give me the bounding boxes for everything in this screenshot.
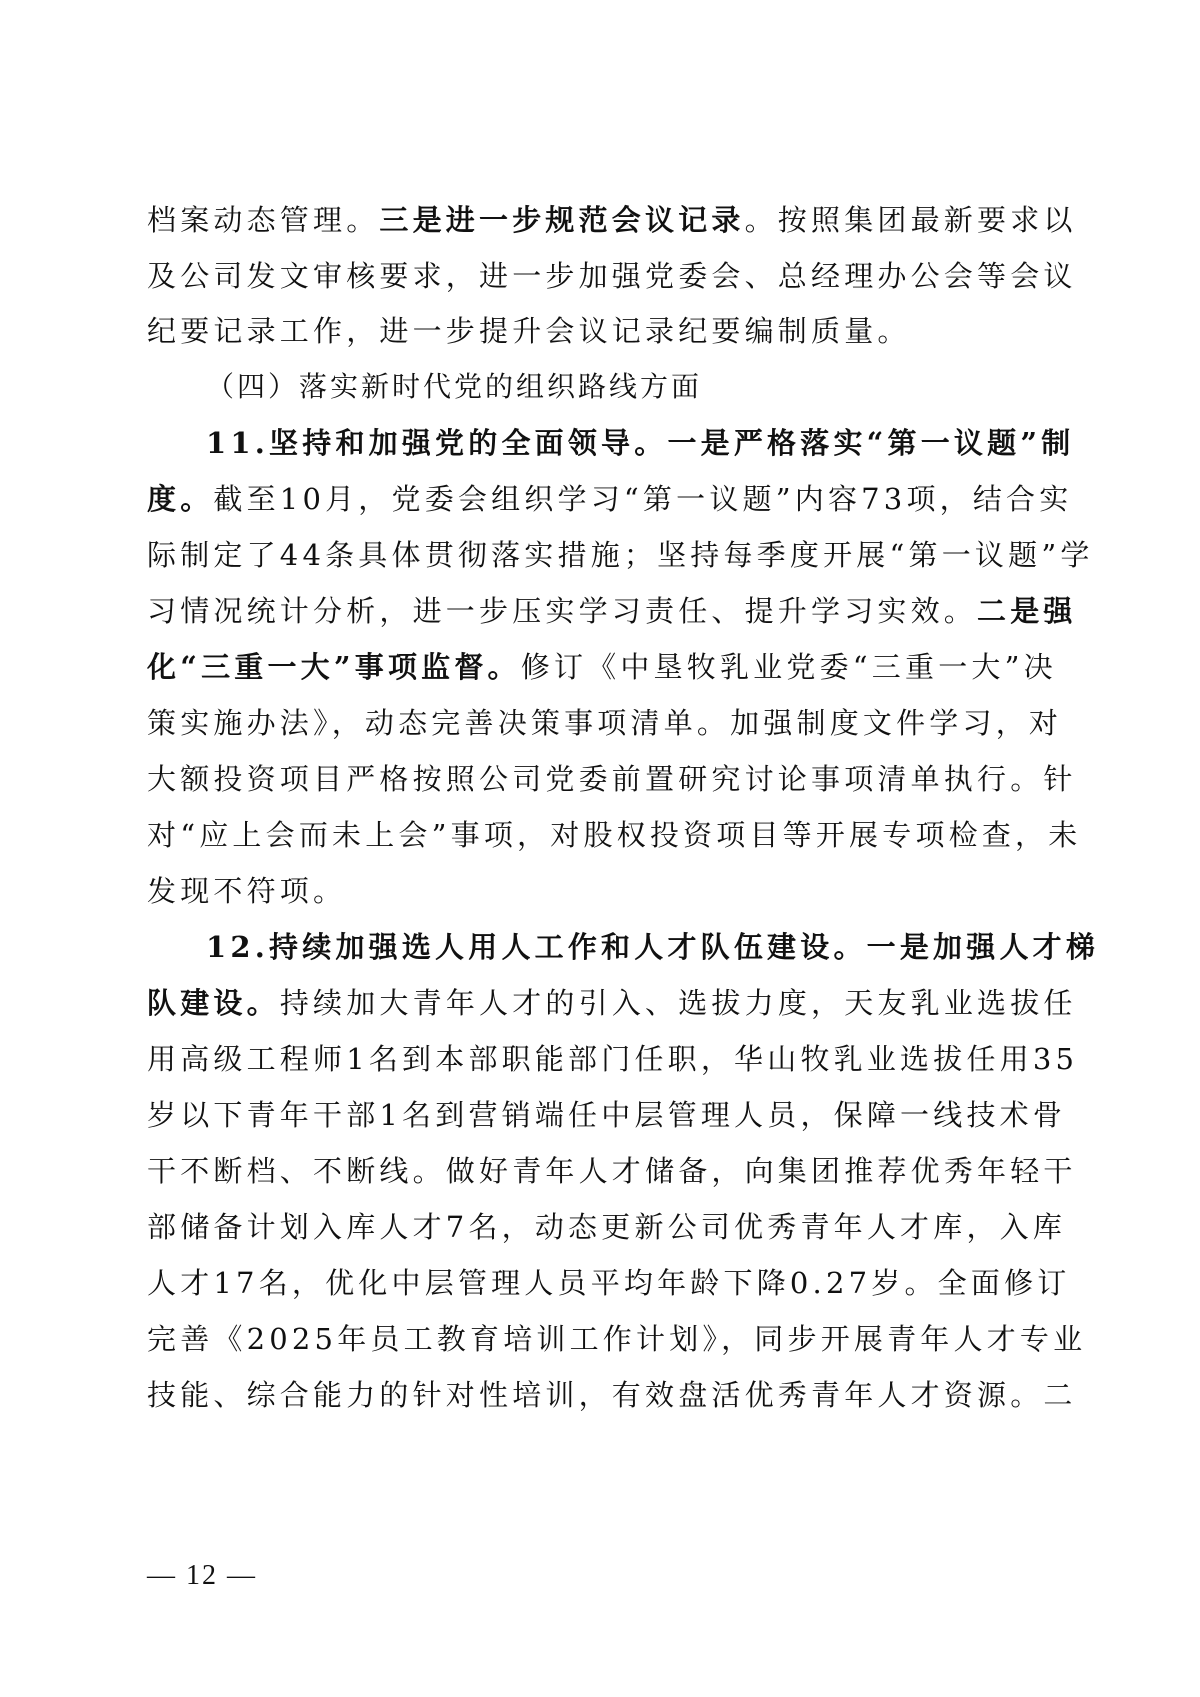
bold-text-run: 度。 (147, 482, 214, 516)
paragraph-line: 纪要记录工作，进一步提升会议记录纪要编制质量。 (147, 314, 911, 348)
bold-text-run: 化“三重一大”事项监督。 (147, 650, 521, 684)
paragraph-line: 大额投资项目严格按照公司党委前置研究讨论事项清单执行。针 (147, 762, 1077, 796)
bold-text-run: 二是强 (977, 594, 1077, 628)
text-run: 持续加大青年人才的引入、选拔力度，天友乳业选拔任 (279, 986, 1077, 1020)
paragraph-line: 对“应上会而未上会”事项，对股权投资项目等开展专项检查，未 (147, 818, 1082, 852)
text-run: 修订《中垦牧乳业党委“三重一大”决 (520, 650, 1057, 684)
item-heading-12 (206, 927, 1100, 967)
bold-text-run: 队建设。 (147, 986, 280, 1020)
item-heading-11 (206, 423, 1075, 463)
paragraph-line: 部储备计划入库人才7名，动态更新公司优秀青年人才库，入库 (147, 1210, 1067, 1244)
paragraph-line: 干不断档、不断线。做好青年人才储备，向集团推荐优秀年轻干 (147, 1154, 1077, 1188)
paragraph-line: 完善《2025年员工教育培训工作计划》，同步开展青年人才专业 (147, 1322, 1087, 1356)
paragraph-line: 策实施办法》，动态完善决策事项清单。加强制度文件学习，对 (147, 706, 1063, 740)
paragraph-line: 用高级工程师1名到本部职能部门任职，华山牧乳业选拔任用35 (147, 1042, 1079, 1076)
paragraph-line (147, 983, 1077, 1023)
paragraph-line: 际制定了44条具体贯彻落实措施；坚持每季度开展“第一议题”学 (147, 538, 1094, 572)
paragraph-line (147, 647, 1057, 687)
paragraph-line: 人才17名，优化中层管理人员平均年龄下降0.27岁。全面修订 (147, 1266, 1071, 1300)
paragraph-line: 岁以下青年干部1名到营销端任中层管理人员，保障一线技术骨 (147, 1098, 1067, 1132)
text-run: 。按照集团最新要求以 (744, 203, 1077, 237)
paragraph-line: 及公司发文审核要求，进一步加强党委会、总经理办公会等会议 (147, 259, 1077, 293)
page-number: — 12 — (147, 1560, 257, 1591)
text-run: 习情况统计分析，进一步压实学习责任、提升学习实效。 (147, 594, 978, 628)
bold-text-run: 11.坚持和加强党的全面领导。一是严格落实“第一议题”制 (206, 426, 1075, 460)
bold-text-run: 三是进一步规范会议记录 (379, 203, 745, 237)
paragraph-line (147, 200, 1077, 240)
paragraph-line (147, 479, 1073, 519)
paragraph-line: 发现不符项。 (147, 874, 347, 908)
text-run: 档案动态管理。 (147, 203, 380, 237)
text-run: 截至10月，党委会组织学习“第一议题”内容73项，结合实 (213, 482, 1073, 516)
section-heading: （四）落实新时代党的组织路线方面 (206, 370, 703, 403)
bold-text-run: 12.持续加强选人用人工作和人才队伍建设。一是加强人才梯 (206, 930, 1100, 964)
paragraph-line (147, 591, 1077, 631)
paragraph-line: 技能、综合能力的针对性培训，有效盘活优秀青年人才资源。二 (147, 1378, 1077, 1412)
